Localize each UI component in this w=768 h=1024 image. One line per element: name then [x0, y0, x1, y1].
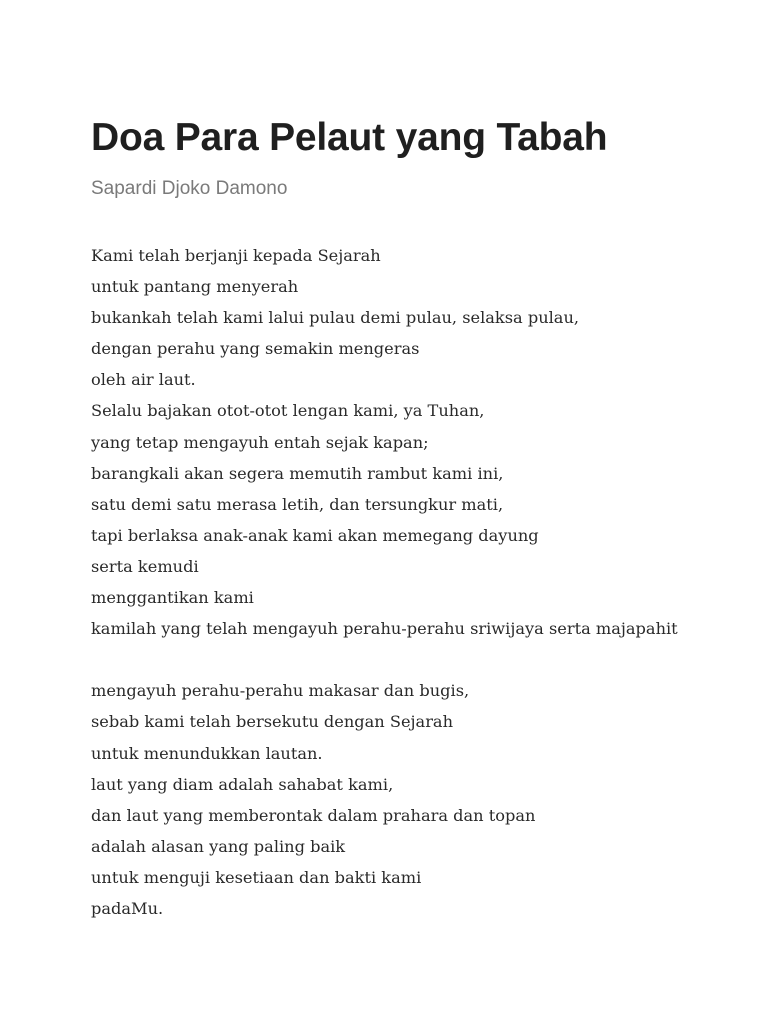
poem-line: Kami telah berjanji kepada Sejarah — [91, 246, 381, 265]
poem-body — [91, 240, 728, 924]
poem-line: menggantikan kami — [91, 588, 254, 608]
poem-line: laut yang diam adalah sahabat kami, — [91, 774, 394, 794]
poem-line: untuk menundukkan lautan. — [91, 743, 323, 763]
poem-line: dengan perahu yang semakin mengeras — [91, 339, 420, 359]
poem-line: Selalu bajakan otot-otot lengan kami, ya Tuhan, — [91, 401, 485, 421]
poem-author: Sapardi Djoko Damono — [91, 178, 288, 199]
poem-line: kamilah yang telah mengayuh perahu-perahu sriwijaya serta majapahit — [91, 619, 678, 639]
poem-title: Doa Para Pelaut yang Tabah — [91, 116, 608, 159]
poem-line: sebab kami telah bersekutu dengan Sejarah — [91, 712, 454, 732]
poem-line: untuk menguji kesetiaan dan bakti kami — [91, 867, 422, 887]
stanza-1 — [91, 240, 728, 644]
stanza-2 — [91, 675, 728, 924]
poem-line: padaMu. — [91, 898, 164, 918]
poem-line: dan laut yang memberontak dalam prahara dan topan — [91, 805, 536, 825]
poem-line: barangkali akan segera memutih rambut kami ini, — [91, 463, 504, 483]
poem-line: satu demi satu merasa letih, dan tersungkur mati, — [91, 494, 504, 514]
poem-line: yang tetap mengayuh entah sejak kapan; — [91, 432, 429, 452]
poem-line: mengayuh perahu-perahu makasar dan bugis, — [91, 681, 470, 701]
poem-line: bukankah telah kami lalui pulau demi pulau, selaksa pulau, — [91, 308, 580, 328]
poem-line: adalah alasan yang paling baik — [91, 836, 346, 856]
poem-line: oleh air laut. — [91, 370, 196, 390]
poem-line: untuk pantang menyerah — [91, 277, 299, 297]
poem-line: tapi berlaksa anak-anak kami akan memegang dayung — [91, 525, 539, 545]
poem-line: serta kemudi — [91, 556, 199, 576]
